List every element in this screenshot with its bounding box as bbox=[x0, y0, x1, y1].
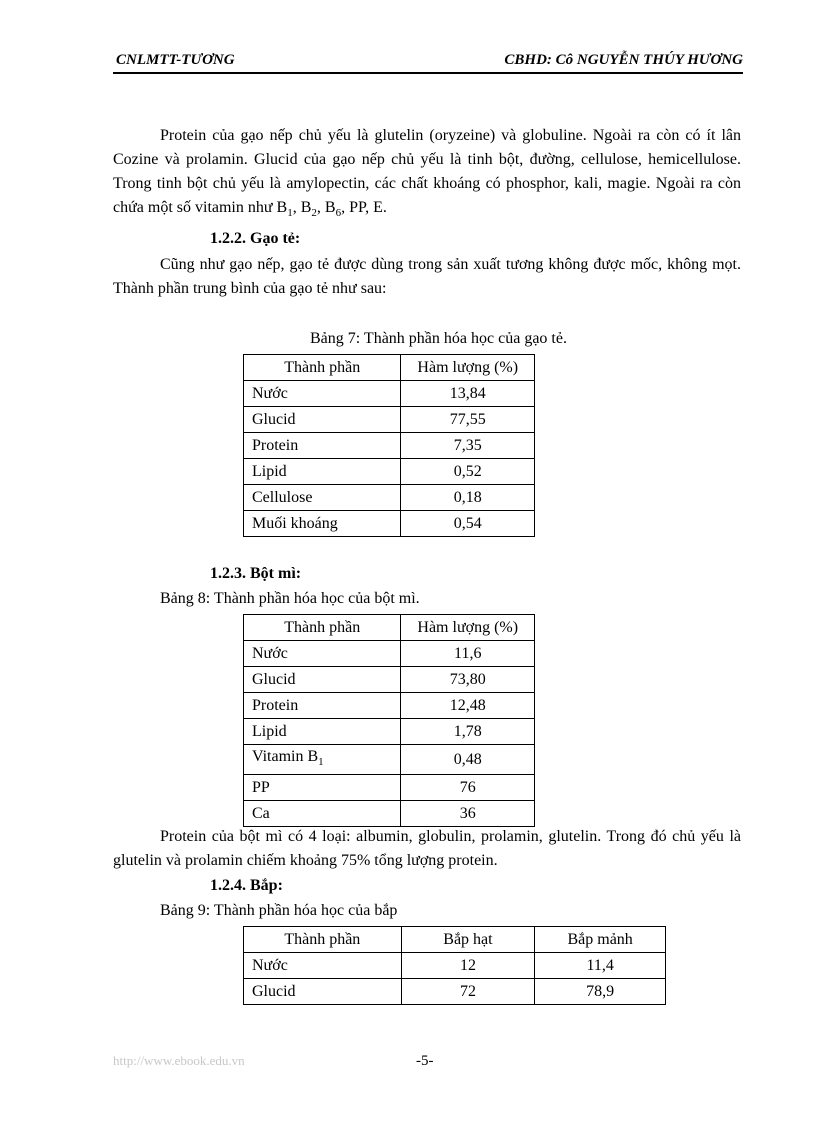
intro-sep-2: , B bbox=[316, 199, 336, 216]
table9-header-row bbox=[244, 927, 666, 953]
table-cell: 36 bbox=[401, 801, 535, 827]
table-cell: Ca bbox=[244, 801, 401, 827]
table-row bbox=[244, 719, 535, 745]
table-cell: Nước bbox=[244, 641, 401, 667]
table7-caption: Bảng 7: Thành phần hóa học của gạo tẻ. bbox=[310, 330, 567, 347]
table-cell: 12 bbox=[401, 953, 535, 979]
heading-1-2-2: 1.2.2. Gạo tẻ: bbox=[210, 230, 301, 247]
table8-header-content: Hàm lượng (%) bbox=[401, 615, 535, 641]
table-cell: 11,6 bbox=[401, 641, 535, 667]
table-cell: 73,80 bbox=[401, 667, 535, 693]
table-row bbox=[244, 979, 666, 1005]
table9-header-grain: Bắp hạt bbox=[401, 927, 535, 953]
table-cell: 76 bbox=[401, 775, 535, 801]
table-cell: 11,4 bbox=[535, 953, 666, 979]
intro-sep-1: , B bbox=[292, 199, 312, 216]
table-row bbox=[244, 511, 535, 537]
table7-header-component: Thành phần bbox=[244, 355, 401, 381]
table-cell: 0,18 bbox=[401, 485, 535, 511]
table-cell bbox=[244, 745, 401, 775]
table8-header-row bbox=[244, 615, 535, 641]
table-7 bbox=[243, 354, 535, 537]
vitamin-subscript: 1 bbox=[318, 756, 324, 769]
table-8 bbox=[243, 614, 535, 827]
table-cell: Glucid bbox=[244, 407, 401, 433]
table-cell: 0,54 bbox=[401, 511, 535, 537]
header-rule bbox=[113, 72, 743, 74]
table7-header-content: Hàm lượng (%) bbox=[401, 355, 535, 381]
table-row bbox=[244, 667, 535, 693]
table-cell: Lipid bbox=[244, 459, 401, 485]
table-row bbox=[244, 459, 535, 485]
vitamin-label: Vitamin B bbox=[252, 748, 319, 765]
table-cell: Glucid bbox=[244, 667, 401, 693]
intro-sub-1: 1 bbox=[287, 207, 293, 220]
heading-1-2-3: 1.2.3. Bột mì: bbox=[210, 565, 302, 582]
page-number: -5- bbox=[416, 1053, 434, 1069]
table-row bbox=[244, 953, 666, 979]
table-cell: Nước bbox=[244, 381, 401, 407]
table-cell: Glucid bbox=[244, 979, 402, 1005]
table-row bbox=[244, 801, 535, 827]
table-cell: 78,9 bbox=[535, 979, 666, 1005]
table-cell: 13,84 bbox=[401, 381, 535, 407]
page-header bbox=[113, 52, 743, 72]
table-cell: Muối khoáng bbox=[244, 511, 401, 537]
intro-tail: , PP, E. bbox=[341, 199, 387, 216]
table8-header-component: Thành phần bbox=[244, 615, 401, 641]
intro-paragraph bbox=[113, 124, 741, 225]
intro-sub-3: 6 bbox=[335, 207, 342, 220]
table8-caption: Bảng 8: Thành phần hóa học của bột mì. bbox=[160, 590, 420, 607]
table-cell: 7,35 bbox=[401, 433, 535, 459]
table-cell: Nước bbox=[244, 953, 402, 979]
intro-text: Protein của gạo nếp chủ yếu là glutelin (oryzeine) và globuline. Ngoài ra còn có ít lân Cozine và prolamin. Glucid của gạo nếp chủ yếu là tinh bột, đường, cellulose, hemicellulose. Trong tinh bột chủ yếu là amylopectin, các chất khoáng có phosphor, kali, magie. Ngoài ra còn chứa một số vitamin như B bbox=[113, 127, 741, 216]
table-cell: 1,78 bbox=[401, 719, 535, 745]
table-row bbox=[244, 381, 535, 407]
header-right: CBHD: Cô NGUYỄN THÚY HƯƠNG bbox=[504, 52, 743, 68]
table-cell: Protein bbox=[244, 693, 401, 719]
table-row bbox=[244, 775, 535, 801]
intro-sub-2: 2 bbox=[311, 207, 317, 220]
footer-url[interactable]: http://www.ebook.edu.vn bbox=[113, 1053, 245, 1068]
table-cell: 72 bbox=[401, 979, 535, 1005]
table-cell: 77,55 bbox=[401, 407, 535, 433]
table-row bbox=[244, 485, 535, 511]
table-row bbox=[244, 433, 535, 459]
table9-header-flakes: Bắp mảnh bbox=[535, 927, 666, 953]
table-row bbox=[244, 407, 535, 433]
table-row bbox=[244, 641, 535, 667]
table-row bbox=[244, 693, 535, 719]
table9-caption: Bảng 9: Thành phần hóa học của bắp bbox=[160, 902, 398, 919]
table-row bbox=[244, 745, 535, 775]
paragraph-protein-bot-mi: Protein của bột mì có 4 loại: albumin, globulin, prolamin, glutelin. Trong đó chủ yếu là glutelin và prolamin chiếm khoảng 75% tổng lượng protein. bbox=[113, 828, 741, 869]
table-cell: Lipid bbox=[244, 719, 401, 745]
table-cell: Cellulose bbox=[244, 485, 401, 511]
table-cell: 0,52 bbox=[401, 459, 535, 485]
table-cell: PP bbox=[244, 775, 401, 801]
paragraph-gao-te: Cũng như gạo nếp, gạo tẻ được dùng trong sản xuất tương không được mốc, không mọt. Thành phần trung bình của gạo tẻ như sau: bbox=[113, 256, 741, 297]
table-cell: 12,48 bbox=[401, 693, 535, 719]
heading-1-2-4: 1.2.4. Bắp: bbox=[210, 877, 283, 894]
table-cell: 0,48 bbox=[401, 745, 535, 775]
table7-header-row bbox=[244, 355, 535, 381]
table9-header-component: Thành phần bbox=[244, 927, 402, 953]
table-cell: Protein bbox=[244, 433, 401, 459]
table-9 bbox=[243, 926, 666, 1005]
header-left: CNLMTT-TƯƠNG bbox=[116, 52, 235, 68]
